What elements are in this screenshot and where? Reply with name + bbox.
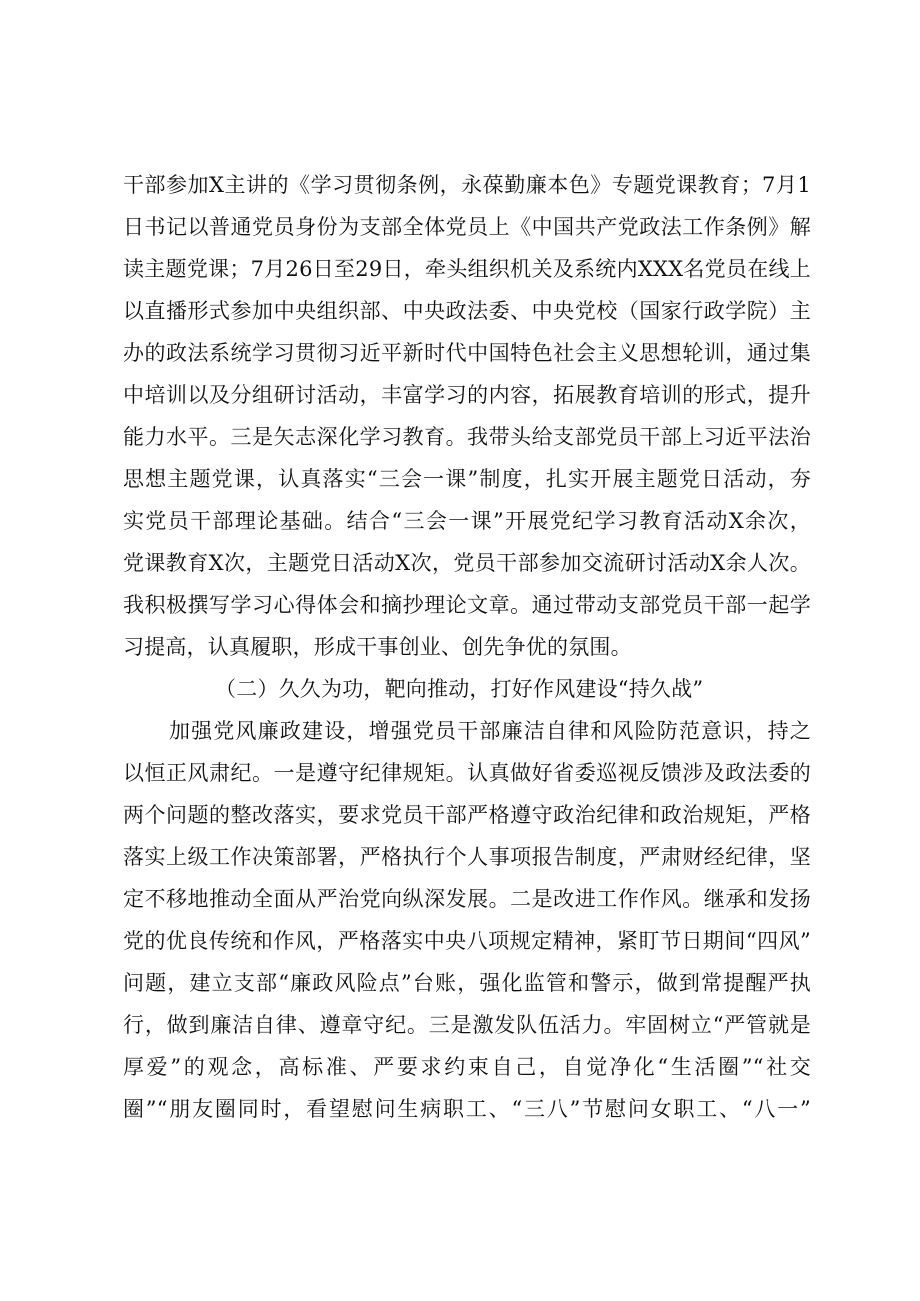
text-line: 加强党风廉政建设，增强党员干部廉洁自律和风险防范意识，持之 xyxy=(169,719,811,743)
text-line: 圈”“朋友圈同时，看望慰问生病职工、“三八”节慰问女职工、“八一” xyxy=(123,1097,811,1121)
text-line: 习提高，认真履职，形成干事创业、创先争优的氛围。 xyxy=(123,635,632,659)
text-line: 行，做到廉洁自律、遵章守纪。三是激发队伍活力。牢固树立“严管就是 xyxy=(123,1013,811,1037)
text-line: 两个问题的整改落实，要求党员干部严格遵守政治纪律和政治规矩，严格 xyxy=(123,803,811,827)
text-line: 读主题党课；7月26日至29日，牵头组织机关及系统内XXX名党员在线上 xyxy=(123,257,811,281)
text-line: 问题，建立支部“廉政风险点”台账，强化监管和警示，做到常提醒严执 xyxy=(123,971,811,995)
text-line: 办的政法系统学习贯彻习近平新时代中国特色社会主义思想轮训，通过集 xyxy=(123,341,811,365)
text-line: 能力水平。三是矢志深化学习教育。我带头给支部党员干部上习近平法治 xyxy=(123,425,811,449)
text-line: 党的优良传统和作风，严格落实中央八项规定精神，紧盯节日期间“四风” xyxy=(123,929,811,953)
section-heading: （二）久久为功，靶向推动，打好作风建设“持久战” xyxy=(215,677,704,701)
text-line: 思想主题党课，认真落实“三会一课”制度，扎实开展主题党日活动，夯 xyxy=(123,467,811,491)
text-line: 我积极撰写学习心得体会和摘抄理论文章。通过带动支部党员干部一起学 xyxy=(123,593,811,617)
text-line: 日书记以普通党员身份为支部全体党员上《中国共产党政法工作条例》解 xyxy=(123,215,811,239)
text-line: 以恒正风肃纪。一是遵守纪律规矩。认真做好省委巡视反馈涉及政法委的 xyxy=(123,761,811,785)
text-line: 落实上级工作决策部署，严格执行个人事项报告制度，严肃财经纪律，坚 xyxy=(123,845,811,869)
text-line: 定不移地推动全面从严治党向纵深发展。二是改进工作作风。继承和发扬 xyxy=(123,887,811,911)
text-line: 以直播形式参加中央组织部、中央政法委、中央党校（国家行政学院）主 xyxy=(123,299,811,323)
text-line: 实党员干部理论基础。结合“三会一课”开展党纪学习教育活动X余次， xyxy=(123,509,811,533)
text-line: 党课教育X次，主题党日活动X次，党员干部参加交流研讨活动X余人次。 xyxy=(123,551,811,575)
text-line: 厚爱”的观念，高标准、严要求约束自己，自觉净化“生活圈”“社交 xyxy=(123,1055,811,1079)
text-line: 中培训以及分组研讨活动，丰富学习的内容，拓展教育培训的形式，提升 xyxy=(123,383,811,407)
text-line: 干部参加X主讲的《学习贯彻条例，永葆勤廉本色》专题党课教育；7月1 xyxy=(123,173,811,197)
